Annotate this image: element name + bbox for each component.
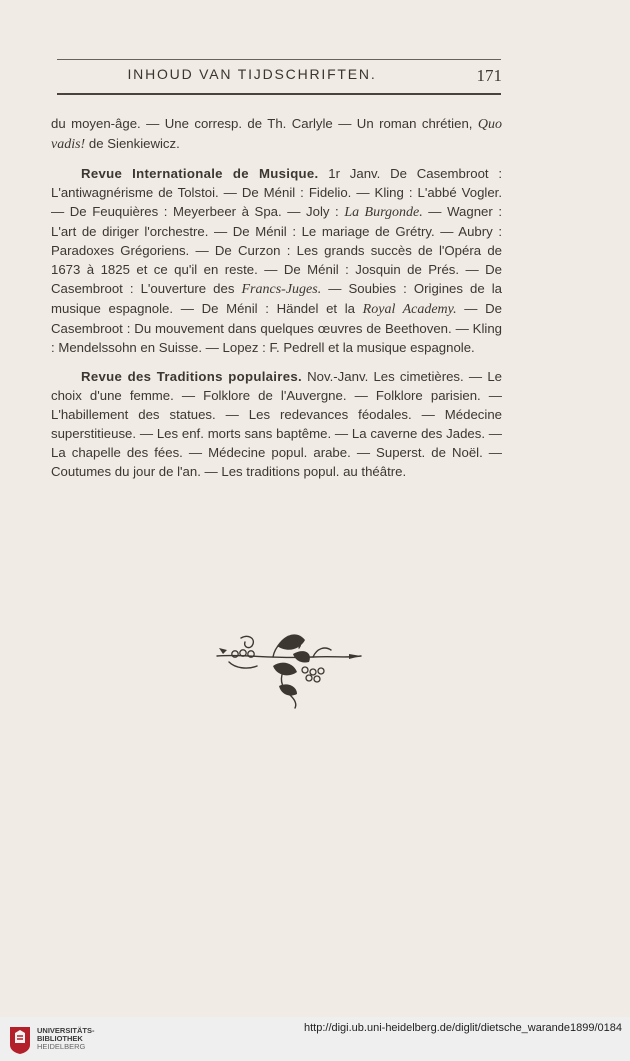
library-seal-icon [8, 1025, 32, 1055]
digitization-footer [0, 1017, 630, 1061]
library-name [37, 1027, 95, 1051]
paragraph-revue-traditions [51, 367, 502, 481]
body-text [51, 114, 502, 491]
library-name-line: UNIVERSITÄTS- [37, 1026, 95, 1035]
italic-title: La Burgonde. [344, 205, 423, 220]
text-run: Nov.-Janv. Les cimetières. — Le choix d'une femme. — Folklore de l'Auvergne. — Folklore parisien. — L'habillement des statues. — Les redevances féodales. — Médecine superstitieuse. — Les enf. morts sans baptême. — La caverne des Jades. — La chapelle des fées. — Médecine popul. arabe. — Superst. de Noël. — Coutumes du jour de l'an. — Les traditions popul. au théâtre. [51, 369, 502, 479]
text-run: 1r Janv. De Casembroot : L'antiwagnérisme de Tolstoi. — De Ménil : Fidelio. — Kling : L'abbé Vogler. — De Feuquières : Meyerbeer à Spa. — Joly : [51, 166, 502, 219]
journal-name: Revue Internationale de Musique. [81, 166, 319, 181]
library-name-line: HEIDELBERG [37, 1042, 86, 1051]
text-run: du moyen-âge. — Une corresp. de Th. Carlyle — Un roman chrétien, [51, 116, 478, 131]
floral-vignette-ornament [213, 626, 363, 712]
italic-title: Royal Academy. [362, 302, 457, 317]
italic-title: Francs-Juges. [241, 282, 322, 297]
running-header-title: INHOUD VAN TIJDSCHRIFTEN. [127, 66, 377, 82]
paragraph-continuation [51, 114, 502, 154]
header-rule-bottom [57, 93, 501, 95]
italic-title: Quo vadis! [51, 117, 502, 152]
library-name-line: BIBLIOTHEK [37, 1034, 83, 1043]
page-number: 171 [476, 66, 502, 85]
source-url-link[interactable]: http://digi.ub.uni-heidelberg.de/diglit/dietsche_warande1899/0184 [303, 1022, 622, 1034]
text-run: — Soubies : Origines de la musique espagnole. — De Ménil : Händel et la [51, 281, 503, 316]
text-run: — De Casembroot : Du mouvement dans quelques œuvres de Beethoven. — Kling : Mendelssohn en Suisse. — Lopez : F. Pedrell et la musique espagnole. [51, 301, 503, 355]
header-rule-top [57, 59, 501, 60]
paragraph-revue-musique [51, 164, 502, 357]
text-run: de Sienkiewicz. [85, 136, 180, 151]
text-run: — Wagner : L'art de diriger l'orchestre. — De Ménil : Le mariage de Grétry. — Aubry : Paradoxes Grégoriens. — De Curzon : Les grands succès de l'Opéra de 1673 à 1825 et ce qu'il en reste. — De Ménil : Josquin de Prés. — De Casembroot : L'ouverture des [51, 204, 503, 296]
journal-name: Revue des Traditions populaires. [81, 369, 302, 384]
